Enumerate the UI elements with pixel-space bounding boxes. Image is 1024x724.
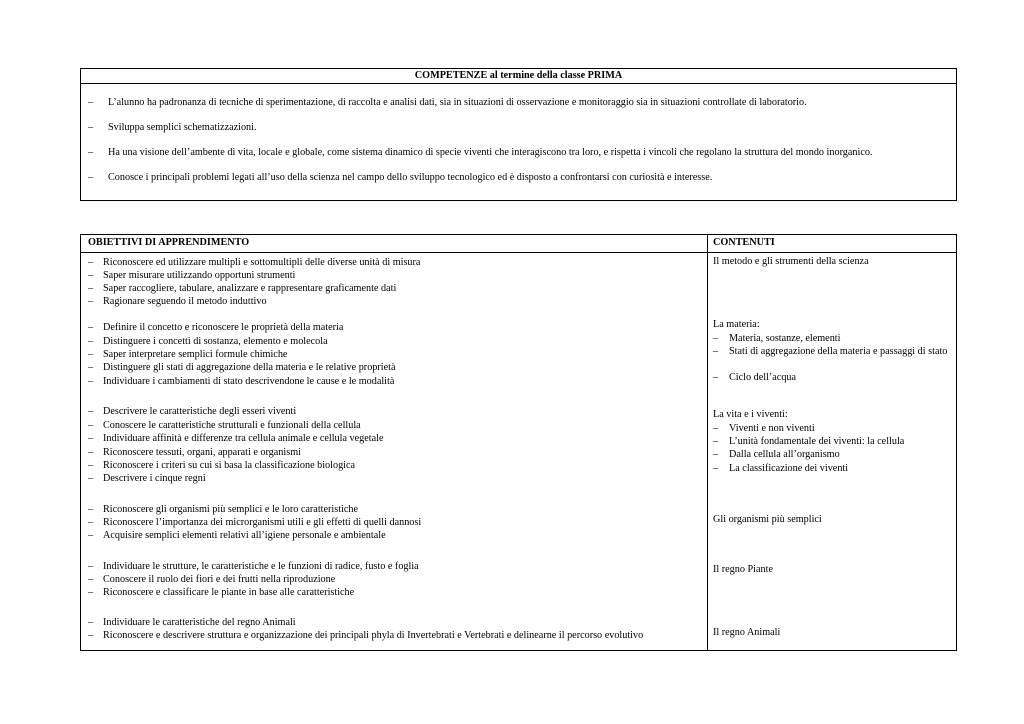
obiettivo-text: Individuare le caratteristiche del regno Animali	[103, 617, 296, 628]
header-obiettivi: OBIETTIVI DI APPRENDIMENTO	[88, 237, 250, 248]
dash-bullet: –	[88, 406, 94, 417]
obiettivo-text: Distinguere i concetti di sostanza, elemento e molecola	[103, 336, 328, 347]
dash-bullet: –	[713, 372, 719, 383]
contenuto-text: Stati di aggregazione della materia e passaggi di stato	[729, 346, 948, 357]
dash-bullet: –	[88, 447, 94, 458]
contenuto-title: La materia:	[713, 319, 760, 330]
obiettivo-text: Riconoscere tessuti, organi, apparati e organismi	[103, 447, 301, 458]
contenuto-text: Ciclo dell’acqua	[729, 372, 797, 383]
competenza-text: L’alunno ha padronanza di tecniche di sperimentazione, di raccolta e analisi dati, sia in situazioni di osservazione e monitoraggio sia in situazioni controllate di laboratorio.	[108, 97, 807, 108]
dash-bullet: –	[88, 517, 94, 528]
dash-bullet: –	[88, 617, 94, 628]
obiettivo-text: Individuare affinità e differenze tra cellula animale e cellula vegetale	[103, 433, 384, 444]
dash-bullet: –	[713, 333, 719, 344]
contenuto-text: La classificazione dei viventi	[729, 463, 849, 474]
obiettivo-text: Riconoscere gli organismi più semplici e le loro caratteristiche	[103, 504, 358, 515]
dash-bullet: –	[88, 322, 94, 333]
dash-bullet: –	[88, 420, 94, 431]
obiettivo-text: Conoscere il ruolo dei fiori e dei frutti nella riproduzione	[103, 574, 336, 585]
dash-bullet: –	[88, 270, 94, 281]
contenuto-title: La vita e i viventi:	[713, 409, 788, 420]
dash-bullet: –	[88, 172, 94, 183]
competenze-title: COMPETENZE al termine della classe PRIMA	[81, 69, 956, 84]
dash-bullet: –	[88, 561, 94, 572]
dash-bullet: –	[88, 296, 94, 307]
contenuto-title: Il regno Animali	[713, 627, 781, 638]
dash-bullet: –	[88, 283, 94, 294]
obiettivo-text: Saper misurare utilizzando opportuni strumenti	[103, 270, 296, 281]
obiettivo-text: Riconoscere e classificare le piante in base alle caratteristiche	[103, 587, 355, 598]
dash-bullet: –	[713, 423, 719, 434]
obiettivo-text: Saper interpretare semplici formule chimiche	[103, 349, 288, 360]
column-divider	[707, 235, 708, 650]
obiettivo-text: Riconoscere i criteri su cui si basa la classificazione biologica	[103, 460, 356, 471]
header-contenuti: CONTENUTI	[713, 237, 775, 248]
dash-bullet: –	[88, 574, 94, 585]
contenuto-title: Gli organismi più semplici	[713, 514, 822, 525]
contenuto-text: Viventi e non viventi	[729, 423, 815, 434]
dash-bullet: –	[88, 336, 94, 347]
obiettivi-table	[80, 234, 957, 651]
header-divider	[81, 252, 956, 253]
competenze-box	[80, 68, 957, 201]
dash-bullet: –	[88, 362, 94, 373]
obiettivo-text: Riconoscere l’importanza dei microrganismi utili e gli effetti di quelli dannosi	[103, 517, 422, 528]
obiettivo-text: Riconoscere e descrivere struttura e organizzazione dei principali phyla di Invertebrati e Vertebrati e delinearne il percorso evolutivo	[103, 630, 644, 641]
dash-bullet: –	[88, 257, 94, 268]
dash-bullet: –	[713, 449, 719, 460]
dash-bullet: –	[88, 587, 94, 598]
dash-bullet: –	[88, 376, 94, 387]
dash-bullet: –	[88, 122, 94, 133]
dash-bullet: –	[88, 630, 94, 641]
obiettivo-text: Definire il concetto e riconoscere le proprietà della materia	[103, 322, 344, 333]
competenza-text: Ha una visione dell’ambente di vita, locale e globale, come sistema dinamico di specie viventi che interagiscono tra loro, e rispetta i vincoli che regolano la struttura del mondo inorganico.	[108, 147, 873, 158]
dash-bullet: –	[713, 436, 719, 447]
contenuto-title: Il regno Piante	[713, 564, 773, 575]
dash-bullet: –	[88, 473, 94, 484]
dash-bullet: –	[88, 460, 94, 471]
obiettivo-text: Ragionare seguendo il metodo induttivo	[103, 296, 267, 307]
contenuto-title: Il metodo e gli strumenti della scienza	[713, 256, 869, 267]
contenuto-text: L’unità fondamentale dei viventi: la cellula	[729, 436, 905, 447]
dash-bullet: –	[88, 530, 94, 541]
contenuto-text: Dalla cellula all’organismo	[729, 449, 840, 460]
obiettivo-text: Conoscere le caratteristiche strutturali e funzionali della cellula	[103, 420, 361, 431]
dash-bullet: –	[713, 463, 719, 474]
obiettivo-text: Descrivere le caratteristiche degli esseri viventi	[103, 406, 297, 417]
dash-bullet: –	[88, 349, 94, 360]
obiettivo-text: Individuare i cambiamenti di stato descrivendone le cause e le modalità	[103, 376, 395, 387]
dash-bullet: –	[713, 346, 719, 357]
obiettivo-text: Riconoscere ed utilizzare multipli e sottomultipli delle diverse unità di misura	[103, 257, 421, 268]
obiettivo-text: Distinguere gli stati di aggregazione della materia e le relative proprietà	[103, 362, 396, 373]
obiettivo-text: Acquisire semplici elementi relativi all’igiene personale e ambientale	[103, 530, 386, 541]
dash-bullet: –	[88, 97, 94, 108]
contenuto-text: Materia, sostanze, elementi	[729, 333, 841, 344]
obiettivo-text: Individuare le strutture, le caratteristiche e le funzioni di radice, fusto e foglia	[103, 561, 419, 572]
obiettivo-text: Saper raccogliere, tabulare, analizzare e rappresentare graficamente dati	[103, 283, 397, 294]
dash-bullet: –	[88, 504, 94, 515]
dash-bullet: –	[88, 147, 94, 158]
dash-bullet: –	[88, 433, 94, 444]
competenza-text: Sviluppa semplici schematizzazioni.	[108, 122, 257, 133]
obiettivo-text: Descrivere i cinque regni	[103, 473, 206, 484]
competenza-text: Conosce i principali problemi legati all’uso della scienza nel campo dello sviluppo tecnologico ed è disposto a confrontarsi con curiosità e interesse.	[108, 172, 713, 183]
